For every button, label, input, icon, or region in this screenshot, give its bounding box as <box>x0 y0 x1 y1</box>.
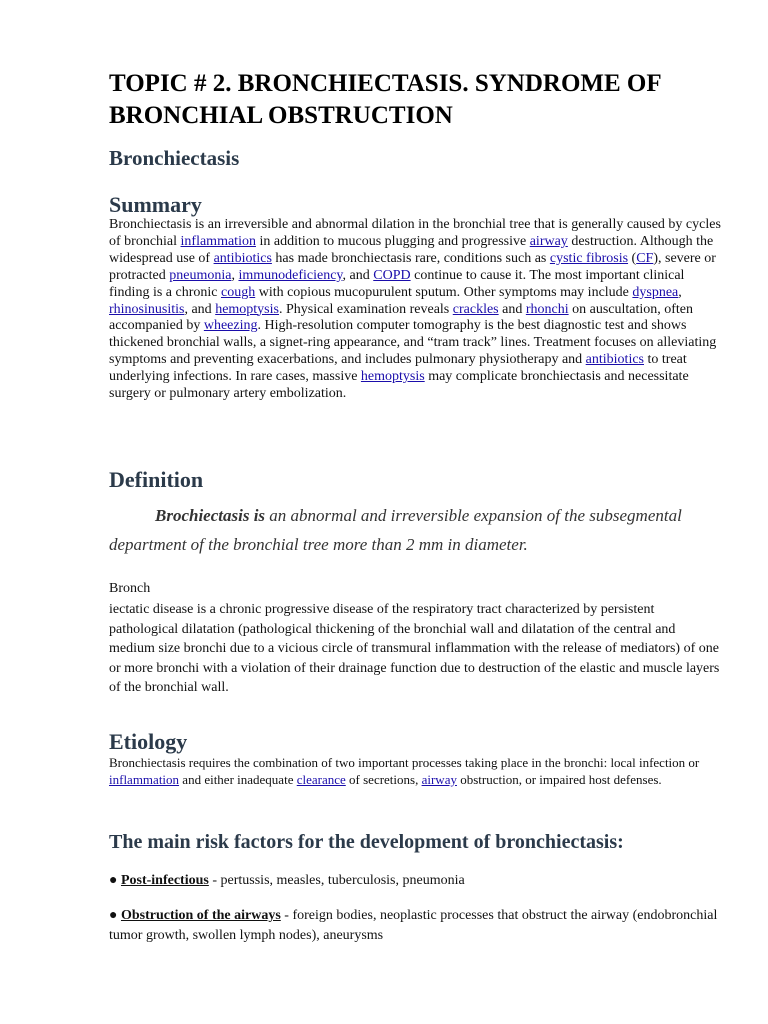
link-dyspnea[interactable]: dyspnea <box>632 284 679 300</box>
link-antibiotics[interactable]: antibiotics <box>213 250 272 266</box>
link-inflammation[interactable]: inflammation <box>180 233 256 249</box>
text-run: and <box>498 301 526 317</box>
bullet-icon: ● <box>109 873 118 888</box>
link-rhonchi[interactable]: rhonchi <box>525 301 569 317</box>
risk-label: Post-infectious <box>120 873 209 888</box>
definition-lead: Brochiectasis is <box>155 506 266 525</box>
link-wheezing[interactable]: wheezing <box>203 318 258 334</box>
link-cf[interactable]: CF <box>636 250 654 266</box>
list-item <box>109 871 721 891</box>
link-cystic-fibrosis[interactable]: cystic fibrosis <box>549 250 629 266</box>
text-run: Bronchiectasis is an irreversible and abnormal dilation in the bronchial tree that is generally caused by cycles of bronchial <box>109 217 721 249</box>
etiology-paragraph <box>109 754 721 788</box>
text-run: . Physical examination reveals <box>278 301 453 317</box>
risk-label: Obstruction of the airways <box>120 908 281 923</box>
text-run: has made bronchiectasis rare, conditions such as <box>271 250 550 266</box>
text-run: , <box>231 267 239 283</box>
link-clearance[interactable]: clearance <box>296 772 346 787</box>
text-run: Bronchiectasis requires the combination of two important processes taking place in the bronchi: local infection or <box>109 755 700 770</box>
text-run: ), severe or protracted <box>109 250 716 283</box>
text-run: on auscultation, often accompanied by <box>109 301 694 334</box>
text-run: , and <box>184 301 216 317</box>
bullet-icon: ● <box>109 908 118 923</box>
definition-heading: Definition <box>109 467 204 492</box>
text-run: destruction. Although the widespread use of <box>109 233 714 266</box>
link-antibiotics-2[interactable]: antibiotics <box>585 352 644 368</box>
summary-paragraph <box>109 217 721 403</box>
section-title: Bronchiectasis <box>109 146 240 170</box>
definition-paragraph <box>109 501 721 559</box>
text-run: in addition to mucous plugging and progressive <box>255 233 530 249</box>
text-run: with copious mucopurulent sputum. Other symptoms may include <box>255 284 633 300</box>
summary-heading: Summary <box>109 192 202 217</box>
risk-factors-heading: The main risk factors for the development of bronchiectasis: <box>109 831 624 853</box>
link-hemoptysis-2[interactable]: hemoptysis <box>360 369 425 385</box>
text-run: of secretions, <box>345 772 422 787</box>
link-crackles[interactable]: crackles <box>452 301 499 317</box>
page-title: TOPIC # 2. BRONCHIECTASIS. SYNDROME OF BRONCHIAL OBSTRUCTION <box>109 70 661 129</box>
link-pneumonia[interactable]: pneumonia <box>169 267 232 283</box>
text-run: continue to cause it. The most important clinical finding is a chronic <box>109 267 685 300</box>
etiology-heading: Etiology <box>109 729 188 754</box>
definition-text: an abnormal and irreversible expansion of the subsegmental department of the bronchial tree more than 2 mm in diameter. <box>109 506 682 554</box>
link-copd[interactable]: COPD <box>373 267 411 283</box>
text-run: and either inadequate <box>179 772 297 787</box>
text-run: to treat underlying infections. In rare cases, massive <box>109 352 687 385</box>
link-inflammation-etiology[interactable]: inflammation <box>109 772 180 787</box>
link-rhinosinusitis[interactable]: rhinosinusitis <box>109 301 185 317</box>
text-run: , <box>678 284 682 300</box>
link-airway[interactable]: airway <box>529 233 568 249</box>
risk-text: - pertussis, measles, tuberculosis, pneumonia <box>208 873 465 888</box>
risk-text: - foreign bodies, neoplastic processes that obstruct the airway (endobronchial tumor growth, swollen lymph nodes), aneurysms <box>109 908 718 943</box>
text-run: ( <box>628 250 637 266</box>
link-hemoptysis[interactable]: hemoptysis <box>215 301 279 317</box>
text-run: obstruction, or impaired host defenses. <box>456 772 662 787</box>
bronchiectatic-paragraph: iectatic disease is a chronic progressive disease of the respiratory tract characterized by persistent pathological dilatation (pathological thickening of the bronchial wall and dilatation of the central and medium size bronchi due to a vicious circle of transmural inflammation with the release of mediators) of one or more bronchi with a violation of their drainage function due to destruction of the elastic and muscle layers of the bronchial wall. <box>109 602 720 695</box>
text-run: , and <box>342 267 374 283</box>
link-airway-etiology[interactable]: airway <box>421 772 457 787</box>
link-cough[interactable]: cough <box>220 284 256 300</box>
link-immunodeficiency[interactable]: immunodeficiency <box>238 267 343 283</box>
text-run: may complicate bronchiectasis and necessitate surgery or pulmonary artery embolization. <box>109 369 689 402</box>
list-item <box>109 906 721 946</box>
bronch-fragment: Bronch <box>109 581 151 596</box>
text-run: . High-resolution computer tomography is the best diagnostic test and shows thickened bronchial walls, a signet-ring appearance, and “tram track” lines. Treatment focuses on alleviating symptoms and preventing exacerbations, and includes pulmonary physiotherapy and <box>109 318 717 368</box>
